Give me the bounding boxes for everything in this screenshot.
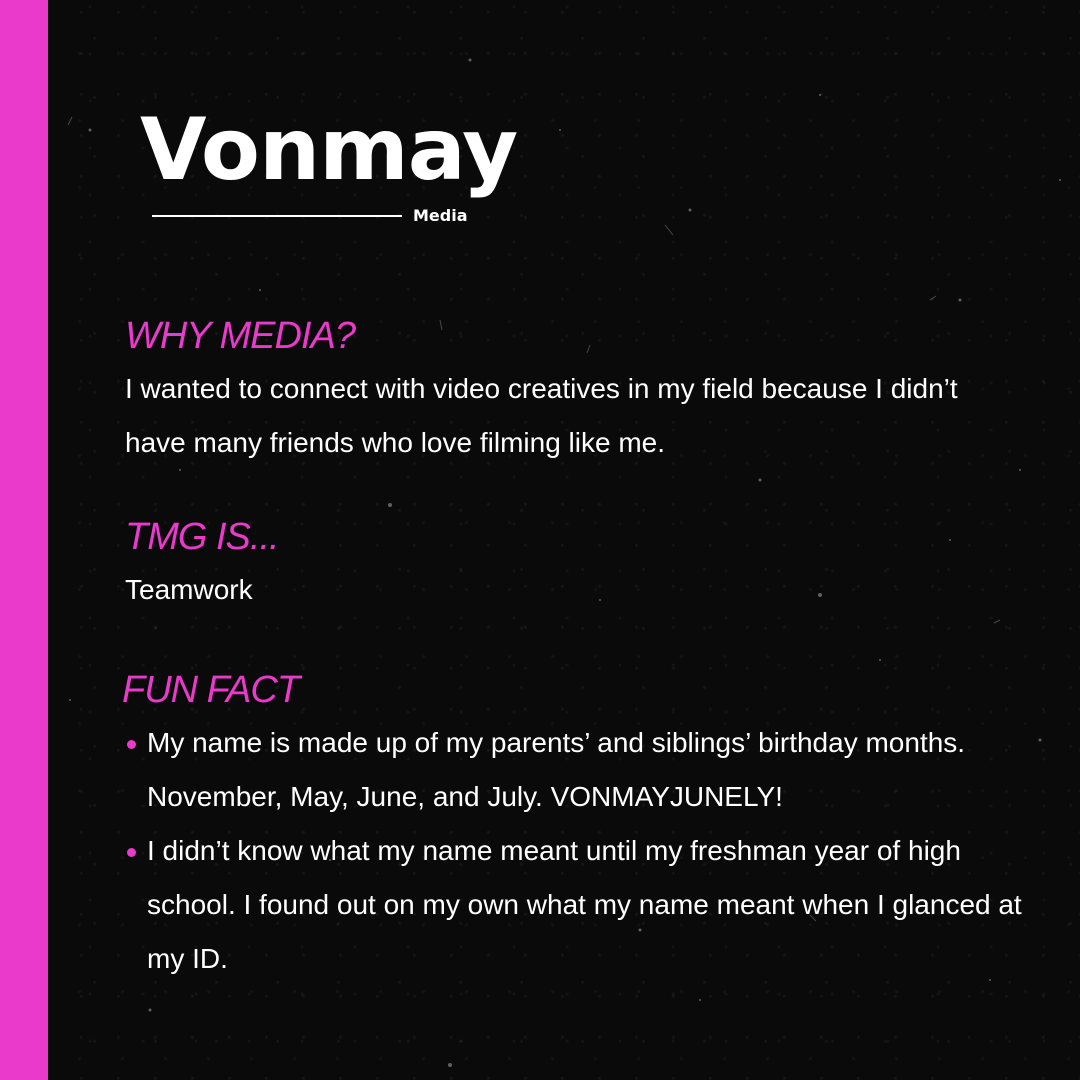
tmg-is-heading: TMG IS...	[125, 516, 279, 558]
bullet-icon	[127, 740, 136, 749]
team-label: Media	[413, 206, 468, 225]
member-name: Vonmay	[140, 100, 518, 200]
accent-bar	[0, 0, 48, 1080]
fun-fact-item	[125, 716, 1025, 824]
name-underline	[152, 215, 402, 217]
fun-fact-item	[125, 824, 1025, 986]
fun-fact-heading: FUN FACT	[122, 669, 300, 711]
why-media-text: I wanted to connect with video creatives in my field because I didn’t have many friends who love filming like me.	[125, 373, 958, 458]
fun-fact-text: I didn’t know what my name meant until my freshman year of high school. I found out on my own what my name meant when I glanced at my ID.	[147, 835, 1022, 974]
bullet-icon	[127, 848, 136, 857]
tmg-is-text: Teamwork	[125, 574, 253, 605]
fun-fact-list	[125, 716, 1025, 986]
why-media-heading: WHY MEDIA?	[125, 315, 356, 357]
fun-fact-text: My name is made up of my parents’ and siblings’ birthday months. November, May, June, and July. VONMAYJUNELY!	[147, 727, 966, 812]
